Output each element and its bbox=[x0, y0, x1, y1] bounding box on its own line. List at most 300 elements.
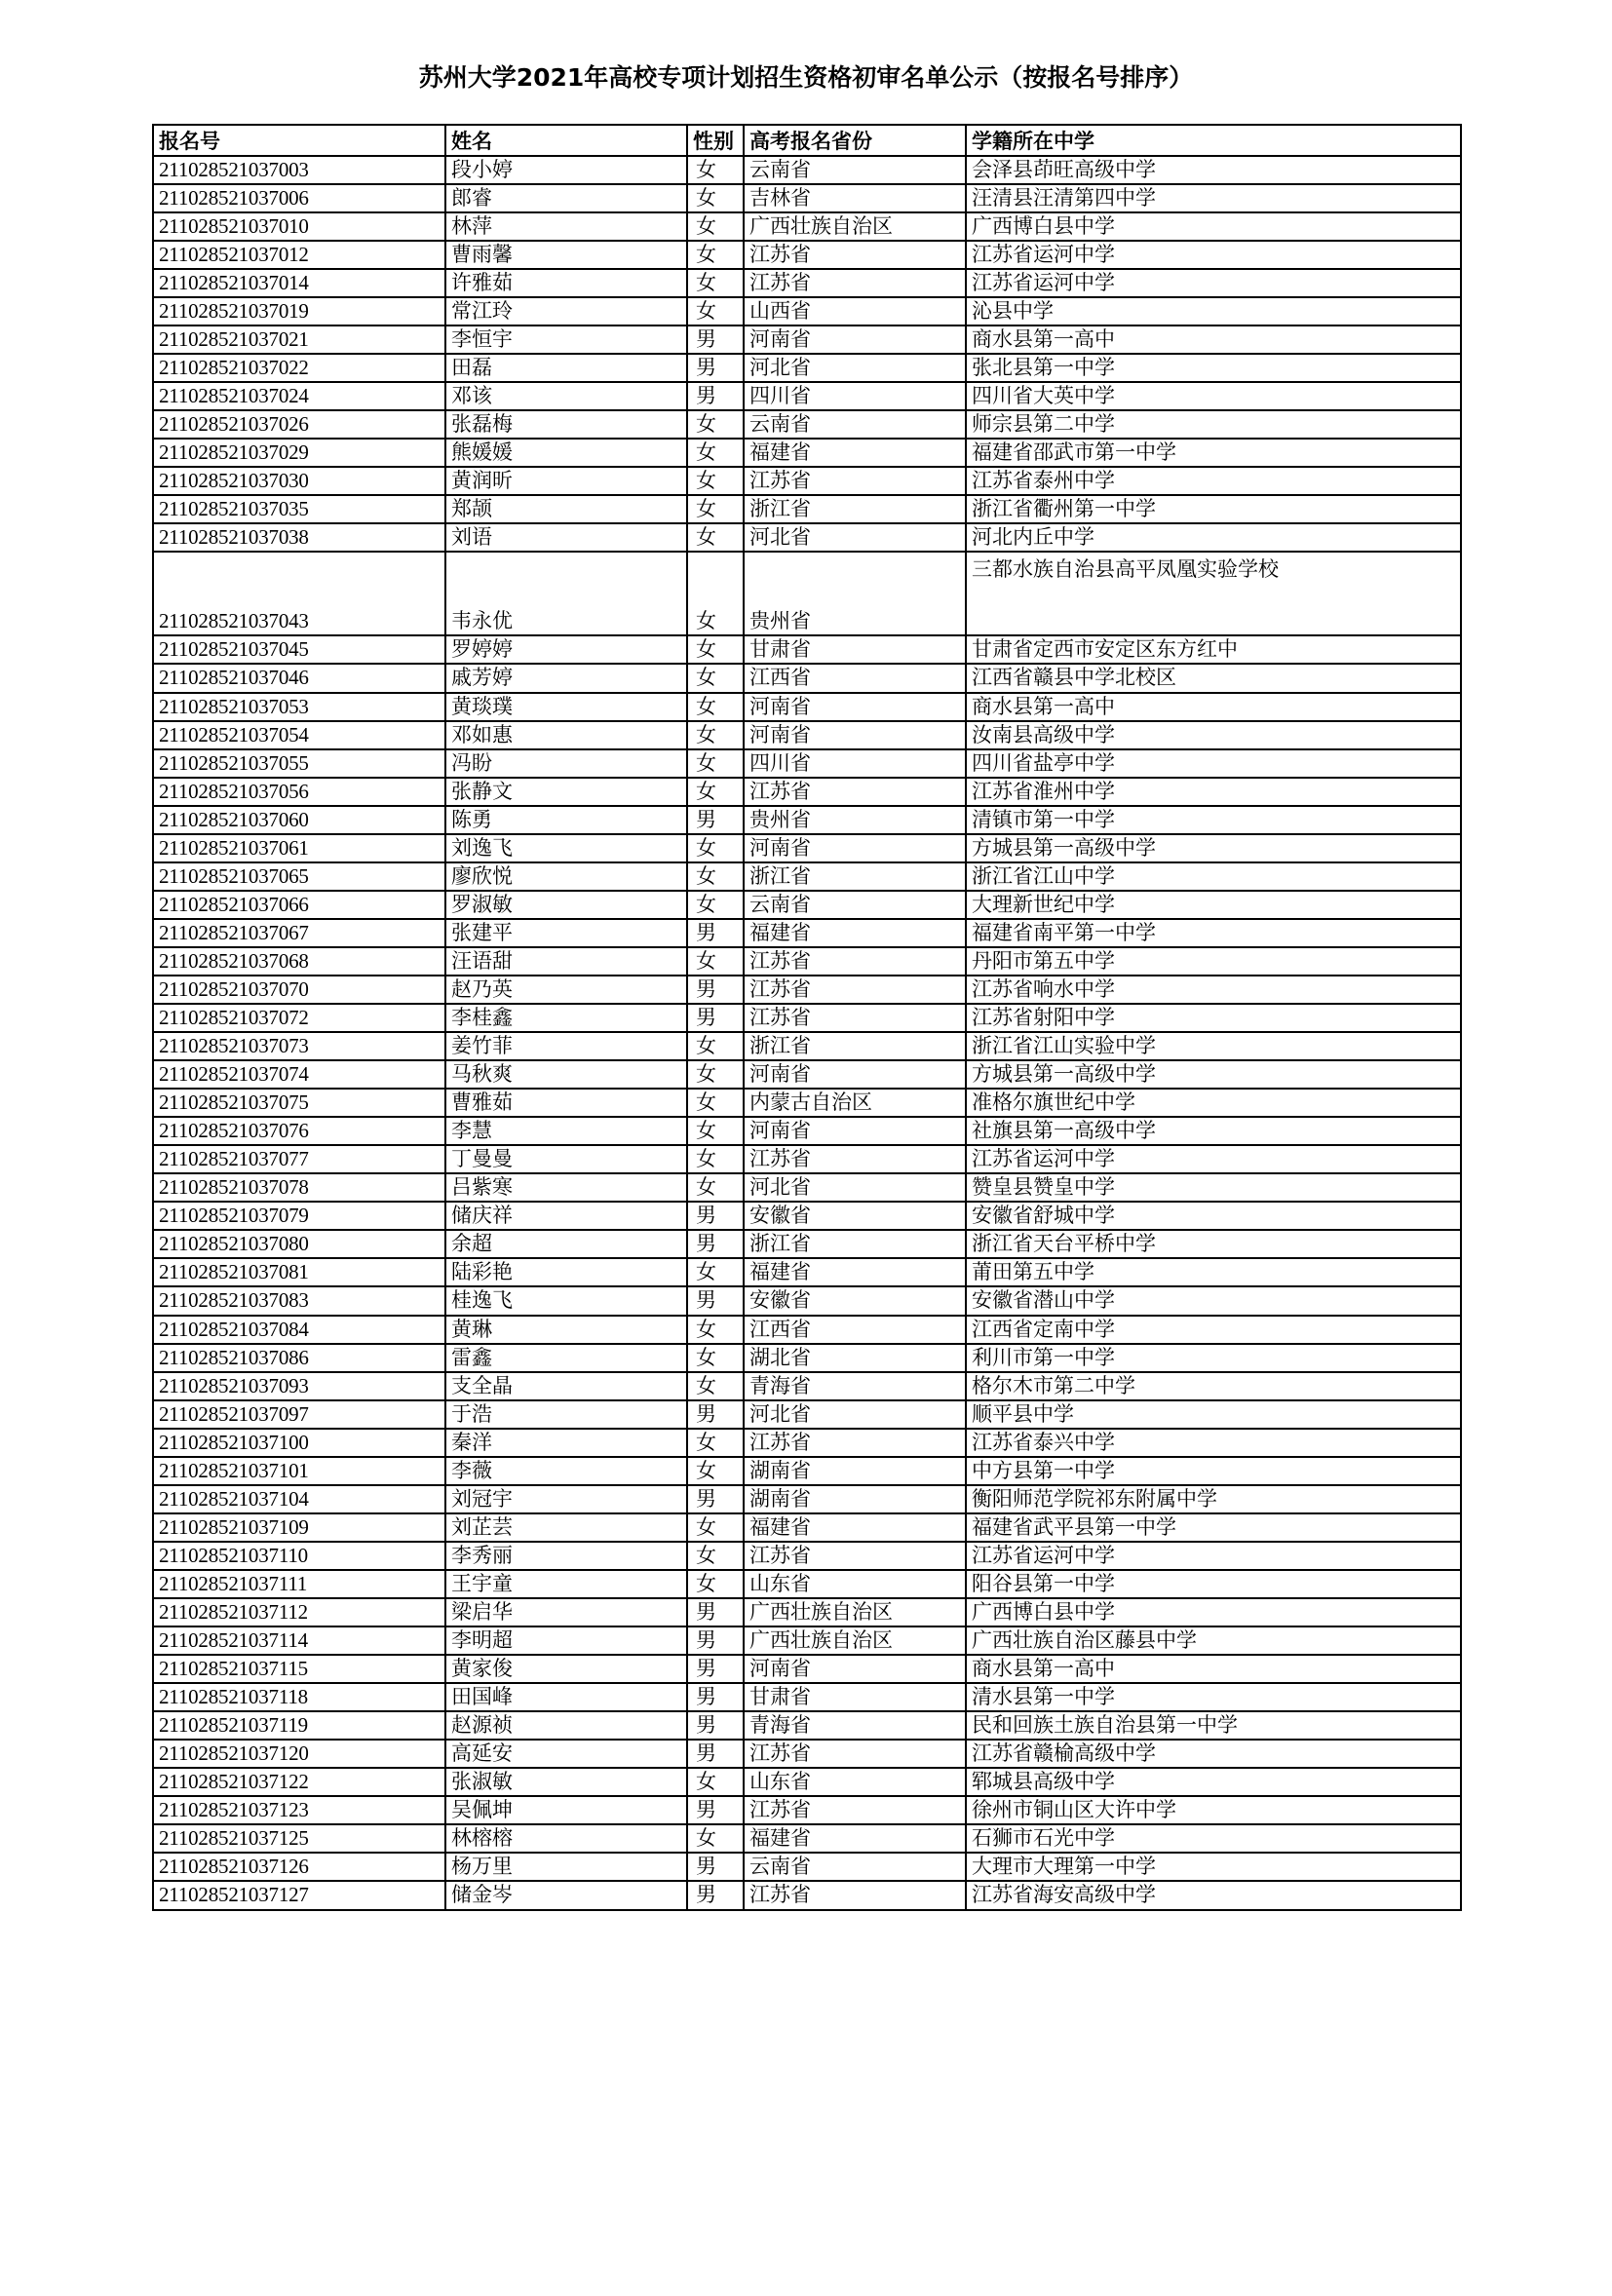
cell-school: 三都水族自治县高平凤凰实验学校 bbox=[966, 552, 1461, 635]
cell-exam-province: 浙江省 bbox=[744, 1230, 966, 1258]
cell-registration-number: 211028521037123 bbox=[153, 1796, 445, 1824]
cell-exam-province: 江苏省 bbox=[744, 1429, 966, 1457]
table-row bbox=[153, 1089, 1461, 1117]
table-row bbox=[153, 1400, 1461, 1429]
cell-exam-province: 甘肃省 bbox=[744, 1683, 966, 1711]
cell-school: 江苏省赣榆高级中学 bbox=[966, 1740, 1461, 1768]
cell-registration-number: 211028521037029 bbox=[153, 439, 445, 467]
cell-exam-province: 山东省 bbox=[744, 1768, 966, 1796]
cell-name: 吴佩坤 bbox=[445, 1796, 687, 1824]
cell-gender: 女 bbox=[687, 241, 744, 269]
table-row bbox=[153, 976, 1461, 1004]
cell-exam-province: 浙江省 bbox=[744, 862, 966, 891]
cell-school: 江苏省淮州中学 bbox=[966, 778, 1461, 806]
cell-registration-number: 211028521037046 bbox=[153, 664, 445, 692]
cell-school: 民和回族土族自治县第一中学 bbox=[966, 1711, 1461, 1740]
cell-exam-province: 贵州省 bbox=[744, 806, 966, 834]
table-header-row bbox=[153, 125, 1461, 156]
cell-exam-province: 浙江省 bbox=[744, 1032, 966, 1060]
cell-exam-province: 安徽省 bbox=[744, 1202, 966, 1230]
cell-gender: 女 bbox=[687, 1768, 744, 1796]
cell-gender: 女 bbox=[687, 1089, 744, 1117]
table-row bbox=[153, 467, 1461, 495]
cell-gender: 男 bbox=[687, 1400, 744, 1429]
cell-exam-province: 河南省 bbox=[744, 1655, 966, 1683]
cell-name: 于浩 bbox=[445, 1400, 687, 1429]
cell-registration-number: 211028521037060 bbox=[153, 806, 445, 834]
cell-exam-province: 福建省 bbox=[744, 1824, 966, 1853]
cell-registration-number: 211028521037003 bbox=[153, 156, 445, 184]
cell-name: 冯盼 bbox=[445, 749, 687, 778]
page-title: 苏州大学2021年高校专项计划招生资格初审名单公示（按报名号排序） bbox=[418, 62, 1194, 92]
cell-gender: 女 bbox=[687, 523, 744, 552]
cell-name: 秦洋 bbox=[445, 1429, 687, 1457]
table-row bbox=[153, 664, 1461, 692]
cell-exam-province: 河南省 bbox=[744, 834, 966, 862]
column-header-name: 姓名 bbox=[445, 125, 687, 156]
cell-registration-number: 211028521037045 bbox=[153, 635, 445, 664]
table-row bbox=[153, 1598, 1461, 1626]
table-row bbox=[153, 1485, 1461, 1513]
cell-registration-number: 211028521037038 bbox=[153, 523, 445, 552]
cell-registration-number: 211028521037030 bbox=[153, 467, 445, 495]
column-header-exam-province: 高考报名省份 bbox=[744, 125, 966, 156]
cell-exam-province: 福建省 bbox=[744, 1258, 966, 1286]
cell-gender: 男 bbox=[687, 919, 744, 947]
cell-registration-number: 211028521037022 bbox=[153, 354, 445, 382]
cell-name: 黄润昕 bbox=[445, 467, 687, 495]
cell-exam-province: 江苏省 bbox=[744, 1740, 966, 1768]
cell-school: 大理市大理第一中学 bbox=[966, 1853, 1461, 1881]
cell-name: 李秀丽 bbox=[445, 1542, 687, 1570]
cell-name: 梁启华 bbox=[445, 1598, 687, 1626]
cell-school: 格尔木市第二中学 bbox=[966, 1372, 1461, 1400]
cell-name: 马秋爽 bbox=[445, 1060, 687, 1089]
cell-school: 江苏省泰兴中学 bbox=[966, 1429, 1461, 1457]
cell-gender: 男 bbox=[687, 354, 744, 382]
cell-exam-province: 安徽省 bbox=[744, 1286, 966, 1315]
table-row bbox=[153, 552, 1461, 635]
table-row bbox=[153, 1655, 1461, 1683]
cell-exam-province: 河北省 bbox=[744, 354, 966, 382]
cell-registration-number: 211028521037065 bbox=[153, 862, 445, 891]
table-row bbox=[153, 1032, 1461, 1060]
cell-registration-number: 211028521037120 bbox=[153, 1740, 445, 1768]
cell-gender: 女 bbox=[687, 156, 744, 184]
table-row bbox=[153, 1513, 1461, 1542]
cell-registration-number: 211028521037024 bbox=[153, 382, 445, 410]
cell-exam-province: 云南省 bbox=[744, 410, 966, 439]
cell-name: 黄家俊 bbox=[445, 1655, 687, 1683]
table-row bbox=[153, 721, 1461, 749]
cell-exam-province: 河北省 bbox=[744, 523, 966, 552]
cell-gender: 女 bbox=[687, 1513, 744, 1542]
cell-gender: 女 bbox=[687, 862, 744, 891]
cell-exam-province: 江苏省 bbox=[744, 1145, 966, 1173]
table-row bbox=[153, 1117, 1461, 1145]
cell-exam-province: 河南省 bbox=[744, 1117, 966, 1145]
cell-school: 社旗县第一高级中学 bbox=[966, 1117, 1461, 1145]
table-row bbox=[153, 834, 1461, 862]
cell-gender: 男 bbox=[687, 1485, 744, 1513]
table-row bbox=[153, 1173, 1461, 1202]
cell-school: 江苏省运河中学 bbox=[966, 241, 1461, 269]
cell-school: 清镇市第一中学 bbox=[966, 806, 1461, 834]
cell-registration-number: 211028521037019 bbox=[153, 297, 445, 325]
cell-exam-province: 山西省 bbox=[744, 297, 966, 325]
table-row bbox=[153, 1853, 1461, 1881]
cell-school: 四川省大英中学 bbox=[966, 382, 1461, 410]
table-row bbox=[153, 212, 1461, 241]
cell-registration-number: 211028521037075 bbox=[153, 1089, 445, 1117]
cell-gender: 女 bbox=[687, 410, 744, 439]
cell-exam-province: 广西壮族自治区 bbox=[744, 1626, 966, 1655]
cell-registration-number: 211028521037101 bbox=[153, 1457, 445, 1485]
cell-registration-number: 211028521037014 bbox=[153, 269, 445, 297]
table-row bbox=[153, 1286, 1461, 1315]
table-row bbox=[153, 1230, 1461, 1258]
table-row bbox=[153, 1202, 1461, 1230]
cell-registration-number: 211028521037006 bbox=[153, 184, 445, 212]
cell-name: 罗淑敏 bbox=[445, 891, 687, 919]
cell-exam-province: 湖北省 bbox=[744, 1344, 966, 1372]
cell-registration-number: 211028521037118 bbox=[153, 1683, 445, 1711]
table-row bbox=[153, 325, 1461, 354]
cell-registration-number: 211028521037112 bbox=[153, 1598, 445, 1626]
cell-gender: 女 bbox=[687, 467, 744, 495]
cell-exam-province: 四川省 bbox=[744, 749, 966, 778]
cell-registration-number: 211028521037054 bbox=[153, 721, 445, 749]
cell-gender: 男 bbox=[687, 1598, 744, 1626]
cell-school: 甘肃省定西市安定区东方红中 bbox=[966, 635, 1461, 664]
cell-registration-number: 211028521037026 bbox=[153, 410, 445, 439]
cell-exam-province: 四川省 bbox=[744, 382, 966, 410]
cell-name: 刘语 bbox=[445, 523, 687, 552]
cell-exam-province: 广西壮族自治区 bbox=[744, 212, 966, 241]
cell-exam-province: 山东省 bbox=[744, 1570, 966, 1598]
cell-gender: 女 bbox=[687, 552, 744, 635]
cell-name: 戚芳婷 bbox=[445, 664, 687, 692]
cell-registration-number: 211028521037079 bbox=[153, 1202, 445, 1230]
cell-gender: 女 bbox=[687, 1824, 744, 1853]
cell-gender: 女 bbox=[687, 495, 744, 523]
cell-name: 刘芷芸 bbox=[445, 1513, 687, 1542]
cell-school: 广西壮族自治区藤县中学 bbox=[966, 1626, 1461, 1655]
cell-exam-province: 江西省 bbox=[744, 664, 966, 692]
table-row bbox=[153, 1457, 1461, 1485]
cell-school: 江苏省海安高级中学 bbox=[966, 1881, 1461, 1909]
cell-name: 赵源祯 bbox=[445, 1711, 687, 1740]
cell-gender: 女 bbox=[687, 297, 744, 325]
cell-school: 丹阳市第五中学 bbox=[966, 947, 1461, 976]
cell-name: 丁曼曼 bbox=[445, 1145, 687, 1173]
cell-school: 江苏省运河中学 bbox=[966, 269, 1461, 297]
cell-school: 顺平县中学 bbox=[966, 1400, 1461, 1429]
cell-exam-province: 江苏省 bbox=[744, 1542, 966, 1570]
cell-registration-number: 211028521037077 bbox=[153, 1145, 445, 1173]
cell-registration-number: 211028521037122 bbox=[153, 1768, 445, 1796]
cell-name: 陆彩艳 bbox=[445, 1258, 687, 1286]
cell-name: 段小婷 bbox=[445, 156, 687, 184]
cell-exam-province: 江西省 bbox=[744, 1316, 966, 1344]
cell-gender: 女 bbox=[687, 1032, 744, 1060]
table-row bbox=[153, 1740, 1461, 1768]
cell-school: 江苏省响水中学 bbox=[966, 976, 1461, 1004]
cell-registration-number: 211028521037076 bbox=[153, 1117, 445, 1145]
cell-exam-province: 青海省 bbox=[744, 1372, 966, 1400]
table-row bbox=[153, 523, 1461, 552]
cell-school: 汝南县高级中学 bbox=[966, 721, 1461, 749]
table-row bbox=[153, 1344, 1461, 1372]
cell-exam-province: 江苏省 bbox=[744, 947, 966, 976]
cell-exam-province: 江苏省 bbox=[744, 778, 966, 806]
cell-school: 中方县第一中学 bbox=[966, 1457, 1461, 1485]
table-row bbox=[153, 806, 1461, 834]
cell-school: 安徽省舒城中学 bbox=[966, 1202, 1461, 1230]
table-row bbox=[153, 919, 1461, 947]
table-row bbox=[153, 156, 1461, 184]
cell-name: 曹雅茹 bbox=[445, 1089, 687, 1117]
cell-school: 广西博白县中学 bbox=[966, 1598, 1461, 1626]
cell-registration-number: 211028521037068 bbox=[153, 947, 445, 976]
cell-name: 李恒宇 bbox=[445, 325, 687, 354]
cell-name: 罗婷婷 bbox=[445, 635, 687, 664]
column-header-gender: 性别 bbox=[687, 125, 744, 156]
table-row bbox=[153, 778, 1461, 806]
cell-registration-number: 211028521037081 bbox=[153, 1258, 445, 1286]
cell-gender: 女 bbox=[687, 1570, 744, 1598]
cell-registration-number: 211028521037055 bbox=[153, 749, 445, 778]
table-row bbox=[153, 862, 1461, 891]
cell-name: 张建平 bbox=[445, 919, 687, 947]
cell-gender: 女 bbox=[687, 1372, 744, 1400]
cell-exam-province: 湖南省 bbox=[744, 1485, 966, 1513]
cell-school: 大理新世纪中学 bbox=[966, 891, 1461, 919]
cell-gender: 女 bbox=[687, 1542, 744, 1570]
cell-name: 张静文 bbox=[445, 778, 687, 806]
cell-registration-number: 211028521037100 bbox=[153, 1429, 445, 1457]
table-row bbox=[153, 184, 1461, 212]
cell-exam-province: 云南省 bbox=[744, 156, 966, 184]
cell-name: 林榕榕 bbox=[445, 1824, 687, 1853]
cell-registration-number: 211028521037115 bbox=[153, 1655, 445, 1683]
cell-exam-province: 江苏省 bbox=[744, 1796, 966, 1824]
cell-school: 汪清县汪清第四中学 bbox=[966, 184, 1461, 212]
table-row bbox=[153, 439, 1461, 467]
table-row bbox=[153, 1316, 1461, 1344]
cell-school: 安徽省潜山中学 bbox=[966, 1286, 1461, 1315]
table-row bbox=[153, 1258, 1461, 1286]
cell-exam-province: 河北省 bbox=[744, 1400, 966, 1429]
cell-registration-number: 211028521037093 bbox=[153, 1372, 445, 1400]
cell-gender: 女 bbox=[687, 1316, 744, 1344]
cell-exam-province: 甘肃省 bbox=[744, 635, 966, 664]
cell-school: 莆田第五中学 bbox=[966, 1258, 1461, 1286]
cell-registration-number: 211028521037043 bbox=[153, 552, 445, 635]
cell-name: 张淑敏 bbox=[445, 1768, 687, 1796]
cell-exam-province: 江苏省 bbox=[744, 269, 966, 297]
cell-gender: 男 bbox=[687, 1740, 744, 1768]
cell-registration-number: 211028521037097 bbox=[153, 1400, 445, 1429]
cell-school: 福建省南平第一中学 bbox=[966, 919, 1461, 947]
column-header-registration-number: 报名号 bbox=[153, 125, 445, 156]
cell-school: 赞皇县赞皇中学 bbox=[966, 1173, 1461, 1202]
cell-registration-number: 211028521037056 bbox=[153, 778, 445, 806]
cell-name: 熊媛媛 bbox=[445, 439, 687, 467]
cell-gender: 男 bbox=[687, 1004, 744, 1032]
table-body bbox=[153, 156, 1461, 1910]
cell-registration-number: 211028521037086 bbox=[153, 1344, 445, 1372]
cell-name: 曹雨馨 bbox=[445, 241, 687, 269]
cell-gender: 男 bbox=[687, 325, 744, 354]
table-header bbox=[153, 125, 1461, 156]
cell-school: 准格尔旗世纪中学 bbox=[966, 1089, 1461, 1117]
cell-name: 吕紫寒 bbox=[445, 1173, 687, 1202]
cell-school: 江苏省射阳中学 bbox=[966, 1004, 1461, 1032]
cell-gender: 女 bbox=[687, 212, 744, 241]
cell-school: 清水县第一中学 bbox=[966, 1683, 1461, 1711]
cell-gender: 女 bbox=[687, 664, 744, 692]
cell-exam-province: 广西壮族自治区 bbox=[744, 1598, 966, 1626]
cell-registration-number: 211028521037073 bbox=[153, 1032, 445, 1060]
cell-name: 支全晶 bbox=[445, 1372, 687, 1400]
cell-school: 江苏省泰州中学 bbox=[966, 467, 1461, 495]
cell-name: 廖欣悦 bbox=[445, 862, 687, 891]
cell-exam-province: 浙江省 bbox=[744, 495, 966, 523]
cell-gender: 女 bbox=[687, 947, 744, 976]
table-row bbox=[153, 635, 1461, 664]
cell-registration-number: 211028521037061 bbox=[153, 834, 445, 862]
cell-registration-number: 211028521037012 bbox=[153, 241, 445, 269]
cell-registration-number: 211028521037109 bbox=[153, 1513, 445, 1542]
cell-gender: 男 bbox=[687, 1683, 744, 1711]
cell-gender: 女 bbox=[687, 891, 744, 919]
cell-school: 浙江省江山实验中学 bbox=[966, 1032, 1461, 1060]
cell-school: 福建省武平县第一中学 bbox=[966, 1513, 1461, 1542]
cell-registration-number: 211028521037126 bbox=[153, 1853, 445, 1881]
table-row bbox=[153, 297, 1461, 325]
cell-registration-number: 211028521037080 bbox=[153, 1230, 445, 1258]
cell-gender: 女 bbox=[687, 1173, 744, 1202]
cell-registration-number: 211028521037021 bbox=[153, 325, 445, 354]
cell-registration-number: 211028521037035 bbox=[153, 495, 445, 523]
cell-exam-province: 云南省 bbox=[744, 1853, 966, 1881]
table-row bbox=[153, 947, 1461, 976]
cell-gender: 女 bbox=[687, 1429, 744, 1457]
table-row bbox=[153, 1372, 1461, 1400]
table-row bbox=[153, 1768, 1461, 1796]
cell-name: 赵乃英 bbox=[445, 976, 687, 1004]
cell-name: 许雅茹 bbox=[445, 269, 687, 297]
table-row bbox=[153, 241, 1461, 269]
cell-school: 商水县第一高中 bbox=[966, 325, 1461, 354]
cell-school: 衡阳师范学院祁东附属中学 bbox=[966, 1485, 1461, 1513]
cell-school: 张北县第一中学 bbox=[966, 354, 1461, 382]
cell-school: 方城县第一高级中学 bbox=[966, 1060, 1461, 1089]
cell-name: 刘冠宇 bbox=[445, 1485, 687, 1513]
cell-name: 李薇 bbox=[445, 1457, 687, 1485]
cell-school: 师宗县第二中学 bbox=[966, 410, 1461, 439]
cell-gender: 男 bbox=[687, 1796, 744, 1824]
cell-school: 浙江省天台平桥中学 bbox=[966, 1230, 1461, 1258]
cell-school: 商水县第一高中 bbox=[966, 1655, 1461, 1683]
cell-exam-province: 福建省 bbox=[744, 919, 966, 947]
table-row bbox=[153, 1683, 1461, 1711]
cell-name: 储庆祥 bbox=[445, 1202, 687, 1230]
cell-gender: 男 bbox=[687, 1202, 744, 1230]
cell-name: 常江玲 bbox=[445, 297, 687, 325]
cell-registration-number: 211028521037072 bbox=[153, 1004, 445, 1032]
cell-school: 徐州市铜山区大许中学 bbox=[966, 1796, 1461, 1824]
cell-registration-number: 211028521037010 bbox=[153, 212, 445, 241]
table-row bbox=[153, 693, 1461, 721]
cell-exam-province: 江苏省 bbox=[744, 1881, 966, 1909]
cell-exam-province: 福建省 bbox=[744, 439, 966, 467]
table-row bbox=[153, 1429, 1461, 1457]
cell-school: 郓城县高级中学 bbox=[966, 1768, 1461, 1796]
cell-school: 江苏省运河中学 bbox=[966, 1145, 1461, 1173]
cell-registration-number: 211028521037125 bbox=[153, 1824, 445, 1853]
table-row bbox=[153, 1570, 1461, 1598]
cell-name: 汪语甜 bbox=[445, 947, 687, 976]
cell-name: 高延安 bbox=[445, 1740, 687, 1768]
cell-name: 李明超 bbox=[445, 1626, 687, 1655]
table-row bbox=[153, 1542, 1461, 1570]
cell-gender: 女 bbox=[687, 1145, 744, 1173]
cell-school: 石狮市石光中学 bbox=[966, 1824, 1461, 1853]
cell-name: 林萍 bbox=[445, 212, 687, 241]
table-row bbox=[153, 1711, 1461, 1740]
cell-school: 福建省邵武市第一中学 bbox=[966, 439, 1461, 467]
applicant-listing-table bbox=[152, 124, 1462, 1911]
cell-registration-number: 211028521037114 bbox=[153, 1626, 445, 1655]
cell-name: 郑颉 bbox=[445, 495, 687, 523]
cell-gender: 女 bbox=[687, 1060, 744, 1089]
cell-school: 江苏省运河中学 bbox=[966, 1542, 1461, 1570]
cell-name: 雷鑫 bbox=[445, 1344, 687, 1372]
cell-school: 利川市第一中学 bbox=[966, 1344, 1461, 1372]
cell-gender: 女 bbox=[687, 184, 744, 212]
cell-exam-province: 福建省 bbox=[744, 1513, 966, 1542]
cell-school: 方城县第一高级中学 bbox=[966, 834, 1461, 862]
cell-name: 田磊 bbox=[445, 354, 687, 382]
cell-school: 浙江省江山中学 bbox=[966, 862, 1461, 891]
document-page bbox=[0, 17, 1612, 2296]
cell-gender: 女 bbox=[687, 1457, 744, 1485]
cell-school: 浙江省衢州第一中学 bbox=[966, 495, 1461, 523]
cell-name: 王宇童 bbox=[445, 1570, 687, 1598]
column-header-school: 学籍所在中学 bbox=[966, 125, 1461, 156]
cell-registration-number: 211028521037078 bbox=[153, 1173, 445, 1202]
cell-name: 桂逸飞 bbox=[445, 1286, 687, 1315]
table-row bbox=[153, 891, 1461, 919]
cell-registration-number: 211028521037084 bbox=[153, 1316, 445, 1344]
cell-name: 余超 bbox=[445, 1230, 687, 1258]
cell-name: 李桂鑫 bbox=[445, 1004, 687, 1032]
table-row bbox=[153, 410, 1461, 439]
cell-school: 阳谷县第一中学 bbox=[966, 1570, 1461, 1598]
cell-name: 储金岑 bbox=[445, 1881, 687, 1909]
cell-school: 广西博白县中学 bbox=[966, 212, 1461, 241]
table-row bbox=[153, 1626, 1461, 1655]
table-row bbox=[153, 382, 1461, 410]
cell-exam-province: 河南省 bbox=[744, 693, 966, 721]
cell-exam-province: 江苏省 bbox=[744, 467, 966, 495]
cell-registration-number: 211028521037127 bbox=[153, 1881, 445, 1909]
cell-registration-number: 211028521037067 bbox=[153, 919, 445, 947]
cell-name: 邓如惠 bbox=[445, 721, 687, 749]
cell-gender: 女 bbox=[687, 1117, 744, 1145]
